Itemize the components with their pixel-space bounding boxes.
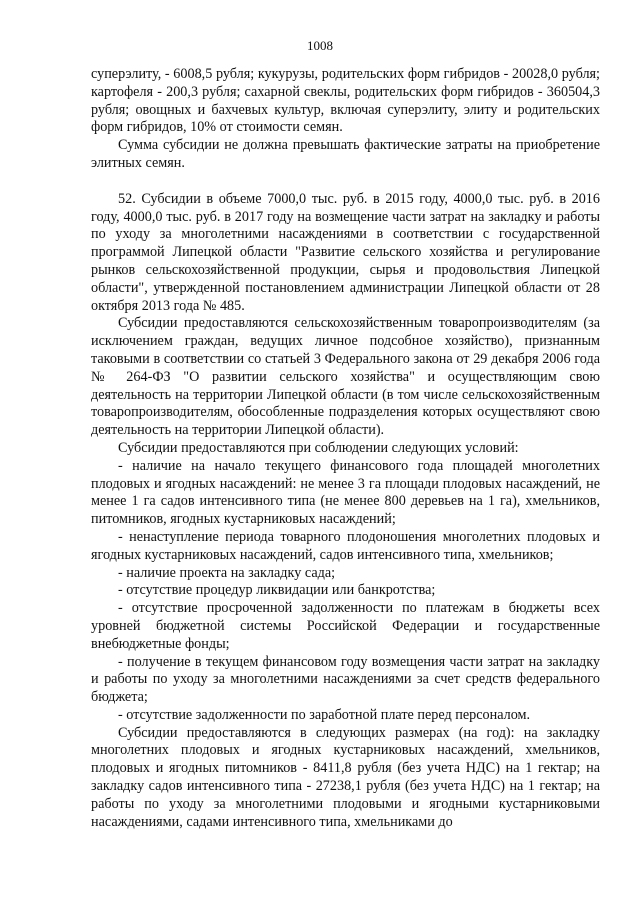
- condition-item: - наличие проекта на закладку сада;: [118, 564, 336, 581]
- paragraph-conditions-heading: Субсидии предоставляются при соблюдении следующих условий:: [118, 439, 519, 456]
- document-body: [91, 66, 600, 831]
- condition-item: - отсутствие задолженности по заработной плате перед персоналом.: [118, 706, 531, 723]
- paragraph-recipients: Субсидии предоставляются сельскохозяйственным товаропроизводителям (за исключением граждан, ведущих личное подсобное хозяйство), признанным таковыми в соответствии со статьей 3 Федерального закона от 29 декабря 2006 года № 264-ФЗ "О развитии сельского хозяйства" и осуществляющим свою деятельность на территории Липецкой области (в том числе сельскохозяйственным товаропроизводителям, обособленные подразделения которых осуществляют свою деятельность на территории Липецкой области).: [91, 315, 600, 439]
- condition-item: - отсутствие процедур ликвидации или банкротства;: [118, 582, 436, 599]
- paragraph-seed-prices: суперэлиту, - 6008,5 рубля; кукурузы, родительских форм гибридов - 20028,0 рубля; картофеля - 200,3 рубля; сахарной свеклы, родительских форм гибридов - 360504,3 рубля; овощных и бахчевых культур, включая суперэлиту, элиту и родительских форм гибридов, 10% от стоимости семян.: [91, 66, 600, 136]
- condition-item: - отсутствие просроченной задолженности по платежам в бюджеты всех уровней бюджетной системы Российской Федерации и государственные внебюджетные фонды;: [91, 600, 600, 652]
- paragraph-item-52: 52. Субсидии в объеме 7000,0 тыс. руб. в 2015 году, 4000,0 тыс. руб. в 2016 году, 4000,0 тыс. руб. в 2017 году на возмещение части затрат на закладку и работы по уходу за многолетними насаждениями в соответствии с государственной программой Липецкой области "Развитие сельского хозяйства и регулирование рынков сельскохозяйственной продукции, сырья и продовольствия Липецкой области", утвержденной постановлением администрации Липецкой области от 28 октября 2013 года № 485.: [91, 190, 600, 314]
- condition-item: - наличие на начало текущего финансового года площадей многолетних плодовых и ягодных насаждений: не менее 3 га площади плодовых насаждений, не менее 1 га садов интенсивного типа (не менее 800 деревьев на 1 га), хмельников, питомников, ягодных кустарниковых насаждений;: [91, 457, 600, 528]
- paragraph-subsidy-limit: Сумма субсидии не должна превышать фактические затраты на приобретение элитных семян.: [91, 137, 600, 171]
- page-number: 1008: [307, 38, 333, 53]
- paragraph-subsidy-rates: Субсидии предоставляются в следующих размерах (на год): на закладку многолетних плодовых и ягодных кустарниковых насаждений, хмельников, плодовых и ягодных питомников - 8411,8 рубля (без учета НДС) на 1 гектар; на закладку садов интенсивного типа - 27238,1 рубля (без учета НДС) на 1 гектар; на работы по уходу за многолетними плодовыми и ягодными кустарниковыми насаждениями, садами интенсивного типа, хмельниками до: [91, 724, 600, 830]
- condition-item: - получение в текущем финансовом году возмещения части затрат на закладку и работы по уходу за многолетними насаждениями за счет средств федерального бюджета;: [91, 653, 600, 706]
- condition-item: - ненаступление периода товарного плодоношения многолетних плодовых и ягодных кустарниковых насаждений, садов интенсивного типа, хмельников;: [91, 528, 600, 563]
